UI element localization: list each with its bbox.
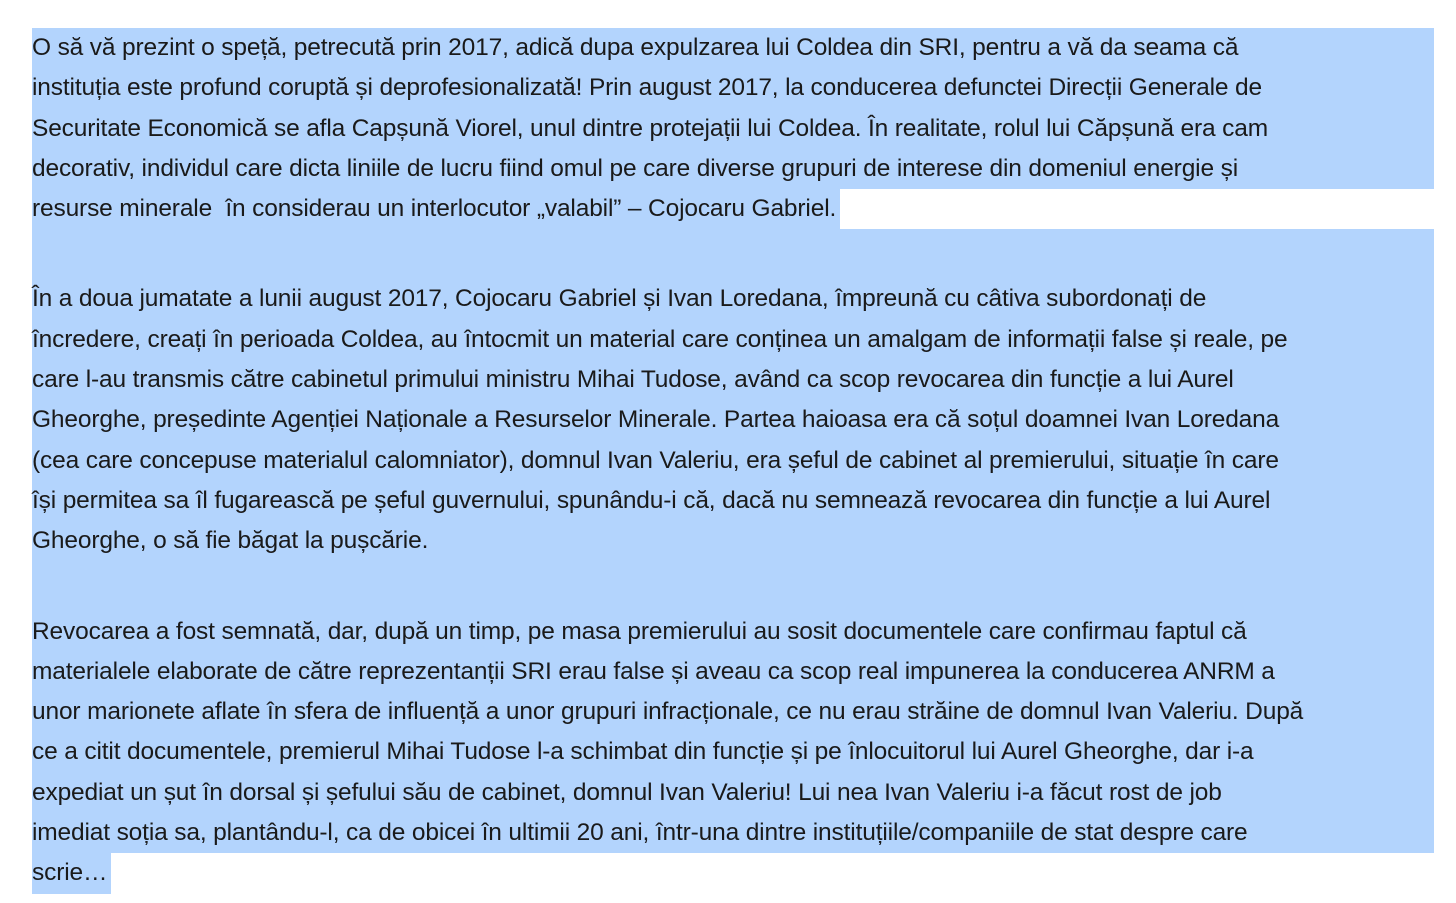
paragraph-gap (32, 562, 1434, 612)
text-line: imediat soția sa, plantându-l, ca de obicei în ultimii 20 ani, într-una dintre instituțiile/companiile de stat despre care (32, 813, 1434, 853)
paragraph-2 (32, 279, 1434, 561)
paragraph-gap (32, 229, 1434, 279)
text-line: Securitate Economică se afla Capșună Viorel, unul dintre protejații lui Coldea. În realitate, rolul lui Căpșună era cam (32, 109, 1434, 149)
paragraph-1 (32, 28, 1434, 229)
text-line: resurse minerale în considerau un interlocutor „valabil” – Cojocaru Gabriel. (32, 189, 1434, 229)
text-line: (cea care concepuse materialul calomniator), domnul Ivan Valeriu, era șeful de cabinet al premierului, situație în care (32, 441, 1434, 481)
text-line: materialele elaborate de către reprezentanții SRI erau false și aveau ca scop real impunerea la conducerea ANRM a (32, 652, 1434, 692)
text-line: scrie… (32, 853, 1434, 893)
text-line: instituția este profund coruptă și deprofesionalizată! Prin august 2017, la conducerea defunctei Direcții Generale de (32, 68, 1434, 108)
text-line: În a doua jumatate a lunii august 2017, Cojocaru Gabriel și Ivan Loredana, împreună cu câtiva subordonați de (32, 279, 1434, 319)
text-line: încredere, creați în perioada Coldea, au întocmit un material care conținea un amalgam de informații false și reale, pe (32, 320, 1434, 360)
text-line: ce a citit documentele, premierul Mihai Tudose l-a schimbat din funcție și pe înlocuitorul lui Aurel Gheorghe, dar i-a (32, 732, 1434, 772)
text-line: expediat un șut în dorsal și șefului său de cabinet, domnul Ivan Valeriu! Lui nea Ivan Valeriu i-a făcut rost de job (32, 773, 1434, 813)
paragraph-3 (32, 612, 1434, 894)
text-line: decorativ, individul care dicta liniile de lucru fiind omul pe care diverse grupuri de interese din domeniul energie și (32, 149, 1434, 189)
text-line: Revocarea a fost semnată, dar, după un timp, pe masa premierului au sosit documentele care confirmau faptul că (32, 612, 1434, 652)
text-line: unor marionete aflate în sfera de influență a unor grupuri infracționale, ce nu erau străine de domnul Ivan Valeriu. După (32, 692, 1434, 732)
text-line: Gheorghe, președinte Agenției Naționale a Resurselor Minerale. Partea haioasa era că soțul doamnei Ivan Loredana (32, 400, 1434, 440)
text-line: care l-au transmis către cabinetul primului ministru Mihai Tudose, având ca scop revocarea din funcție a lui Aurel (32, 360, 1434, 400)
text-line: Gheorghe, o să fie băgat la pușcărie. (32, 521, 1434, 561)
text-line: O să vă prezint o speță, petrecută prin 2017, adică dupa expulzarea lui Coldea din SRI, pentru a vă da seama că (32, 28, 1434, 68)
document-body (32, 28, 1434, 894)
text-line: își permitea sa îl fugarească pe șeful guvernului, spunându-i că, dacă nu semnează revocarea din funcție a lui Aurel (32, 481, 1434, 521)
